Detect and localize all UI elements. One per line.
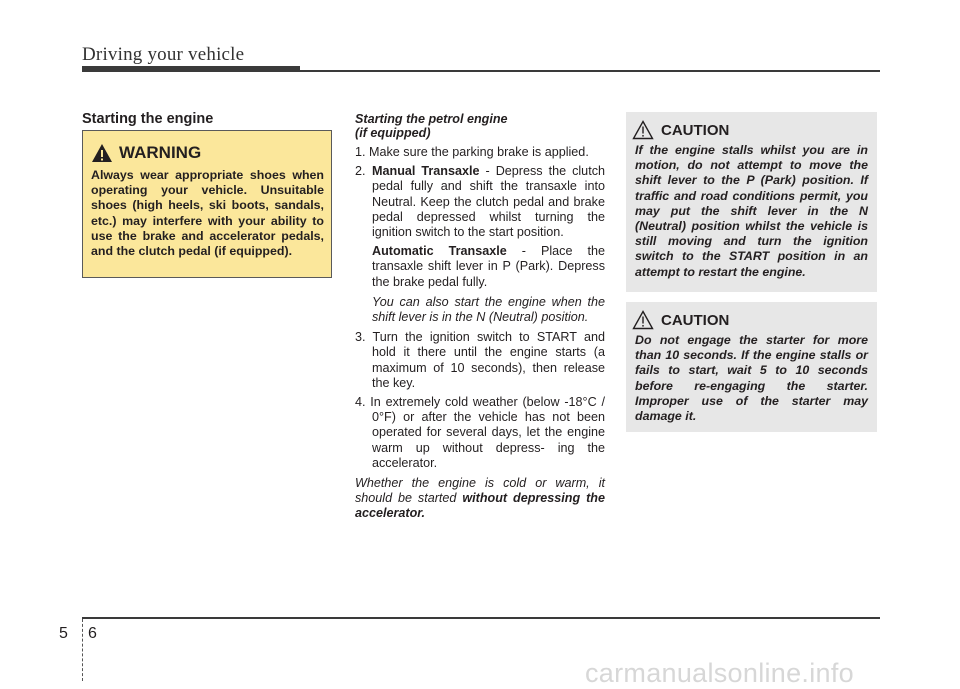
caution-2-label: CAUTION	[661, 311, 730, 329]
caution-1-label: CAUTION	[661, 121, 730, 139]
warning-box	[82, 130, 332, 278]
page-number: 6	[88, 625, 97, 642]
caution-2-text: Do not engage the starter for more than 10 seconds. If the engine stalls or fails to start, wait 5 to 10 seconds before re-engaging the starter. Improper use of the starter may damage it.	[635, 333, 868, 424]
warning-text: Always wear appropriate shoes when operating your vehicle. Unsuitable shoes (high heels, ski boots, sandals, etc.) may interfere with your ability to use the brake and accelerator pedals, and the clutch pedal (if equipped).	[91, 168, 324, 259]
caution-triangle-icon	[632, 310, 654, 330]
step-2	[355, 164, 605, 240]
page-header-title: Driving your vehicle	[82, 44, 245, 65]
header-rule	[300, 70, 880, 72]
section-heading: Starting the engine	[82, 111, 214, 127]
warning-label: WARNING	[119, 143, 202, 162]
footer-rule	[82, 617, 880, 619]
automatic-transaxle-text: - Place the transaxle shift lever in P (Park). Depress the brake pedal fully.	[372, 244, 606, 289]
petrol-heading	[355, 112, 605, 140]
petrol-engine-section	[355, 112, 605, 522]
step-3-text: 3. Turn the ignition switch to START and hold it there until the engine starts (a maximum of 10 seconds), then release the key.	[355, 330, 605, 390]
caution-box-1	[626, 112, 877, 292]
manual-transaxle-text: - Depress the clutch pedal fully and shift the transaxle into Neutral. Keep the clutch pedal and brake pedal depressed whilst turning the ignition switch to the start position.	[372, 164, 605, 240]
caution-1-header	[632, 120, 729, 140]
step-1	[355, 145, 605, 160]
caution-box-2	[626, 302, 877, 432]
closing-note	[355, 476, 605, 522]
caution-1-text: If the engine stalls whilst you are in motion, do not attempt to move the shift lever to the P (Park) position. If traffic and road conditions permit, you may put the shift lever in the N (Neutral) position whilst the vehicle is still moving and turn the ignition switch to the START position in an attempt to restart the engine.	[635, 143, 868, 279]
caution-2-header	[632, 310, 729, 330]
step-3	[355, 330, 605, 391]
step-4	[355, 395, 605, 471]
step-2-note: You can also start the engine when the shift lever is in the N (Neutral) position.	[372, 294, 605, 325]
step-1-text: 1. Make sure the parking brake is applied.	[355, 145, 589, 159]
petrol-heading-line2: (if equipped)	[355, 126, 431, 140]
manual-transaxle-label: Manual Transaxle	[372, 164, 480, 179]
warning-header	[91, 143, 201, 163]
step-4-text: 4. In extremely cold weather (below -18°C / 0°F) or after the vehicle has not been operated for several days, let the engine warm up without depress- ing the accelerator.	[355, 395, 605, 470]
closing-note-emphasis: without depressing the accelerator.	[355, 491, 605, 521]
chapter-number: 5	[59, 625, 68, 642]
step-2-automatic	[355, 244, 605, 290]
caution-triangle-icon	[632, 120, 654, 140]
warning-triangle-icon	[91, 143, 113, 163]
watermark: carmanualsonline.info	[585, 658, 854, 688]
header-bar-thick	[82, 66, 300, 72]
petrol-heading-line1: Starting the petrol engine	[355, 112, 508, 126]
closing-note-text: Whether the engine is cold or warm, it should be started	[355, 476, 605, 506]
footer-divider	[82, 619, 83, 681]
step-2-number: 2.	[355, 164, 366, 179]
automatic-transaxle-label: Automatic Transaxle	[372, 244, 507, 259]
